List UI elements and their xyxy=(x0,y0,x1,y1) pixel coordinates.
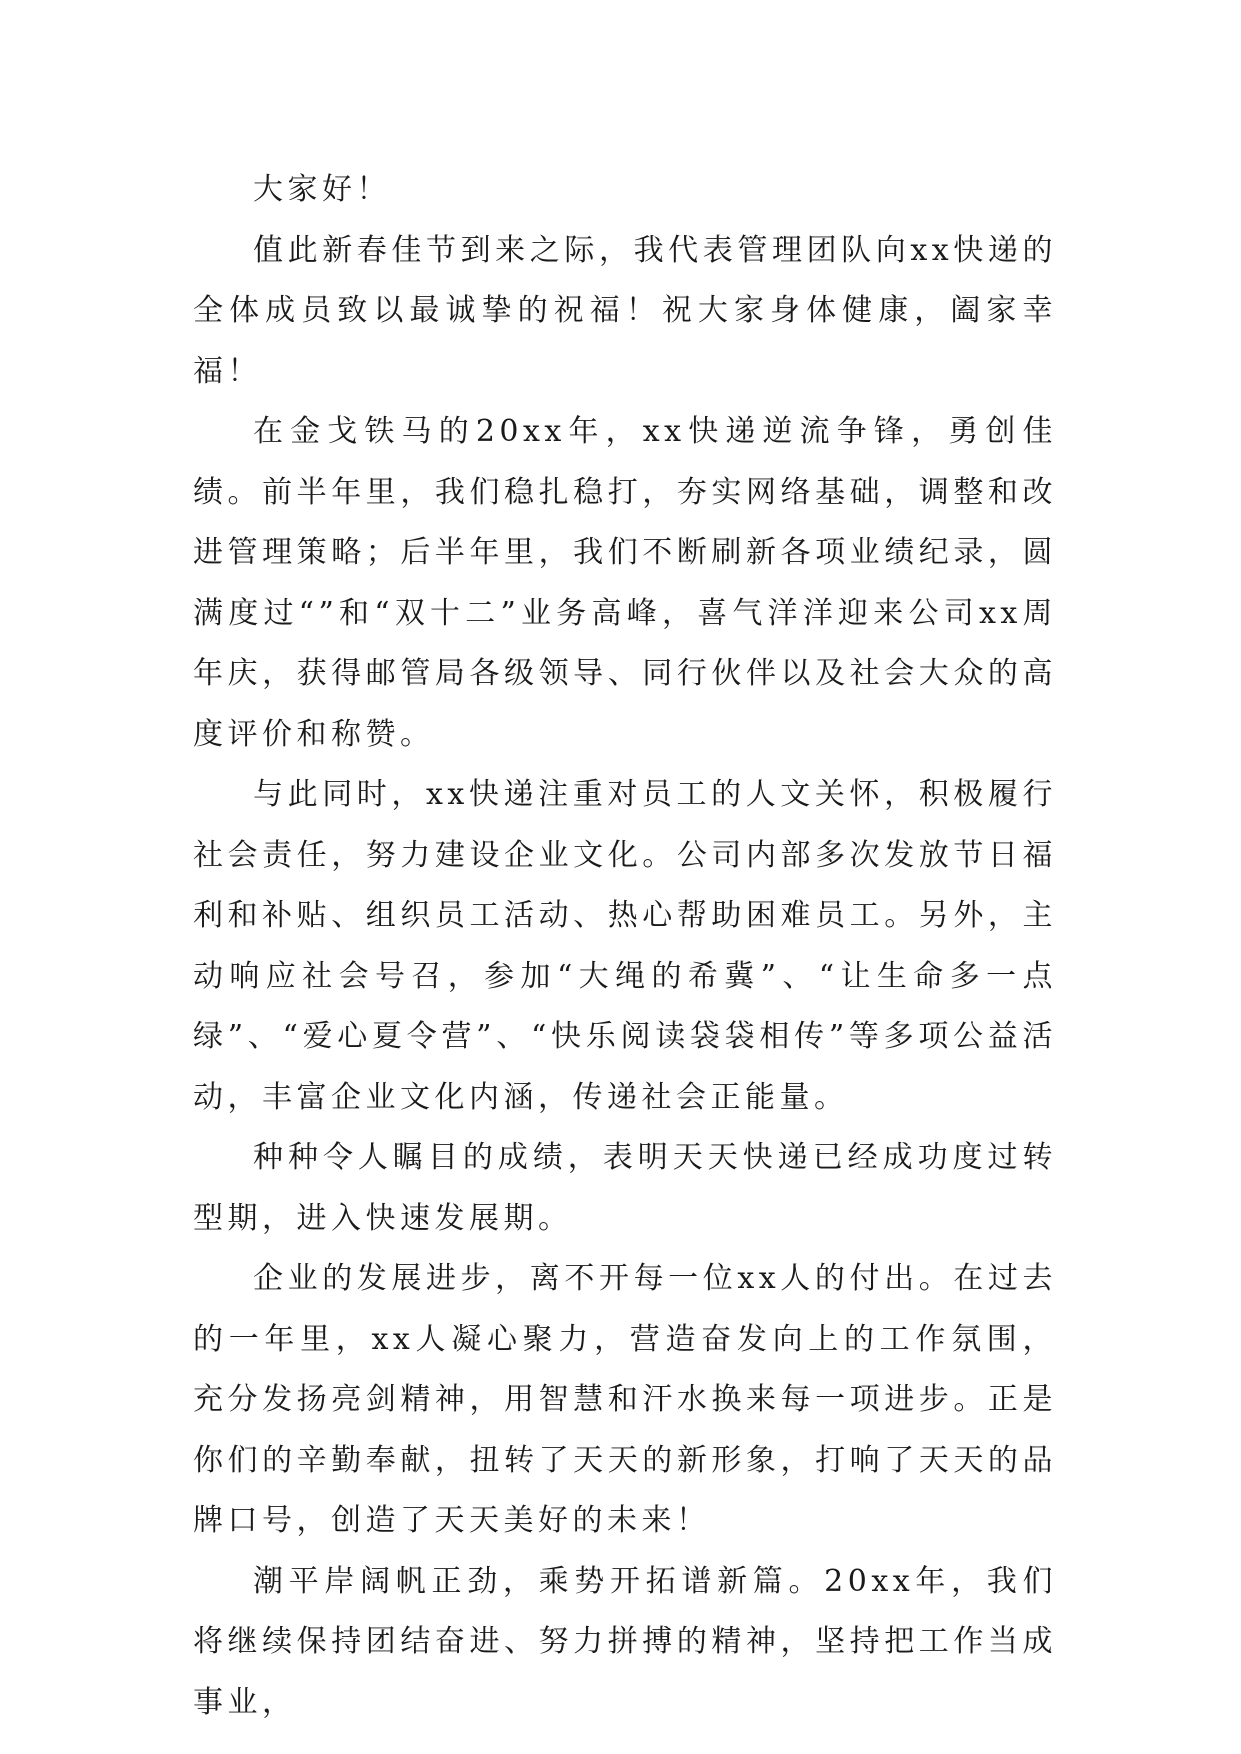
paragraph-outlook: 潮平岸阔帆正劲，乘势开拓谱新篇。20xx年，我们将继续保持团结奋进、努力拼搏的精神，坚持把工作当成事业， xyxy=(193,1563,1057,1720)
letter-body xyxy=(193,160,1057,1733)
paragraph-new-year-wishes: 值此新春佳节到来之际，我代表管理团队向xx快递的全体成员致以最诚挚的祝福！祝大家身体健康，阖家幸福！ xyxy=(193,232,1057,389)
paragraph-employee-contribution: 企业的发展进步，离不开每一位xx人的付出。在过去的一年里，xx人凝心聚力，营造奋发向上的工作氛围，充分发扬亮剑精神，用智慧和汗水换来每一项进步。正是你们的辛勤奉献，扭转了天天的新形象，打响了天天的品牌口号，创造了天天美好的未来！ xyxy=(193,1261,1057,1538)
paragraph-greeting: 大家好！ xyxy=(253,172,391,207)
paragraph-transformation: 种种令人瞩目的成绩，表明天天快递已经成功度过转型期，进入快速发展期。 xyxy=(193,1140,1057,1236)
paragraph-annual-achievements: 在金戈铁马的20xx年，xx快递逆流争锋，勇创佳绩。前半年里，我们稳扎稳打，夯实网络基础，调整和改进管理策略；后半年里，我们不断刷新各项业绩纪录，圆满度过“”和“双十二”业务高峰，喜气洋洋迎来公司xx周年庆，获得邮管局各级领导、同行伙伴以及社会大众的高度评价和称赞。 xyxy=(193,414,1057,752)
paragraph-social-responsibility: 与此同时，xx快递注重对员工的人文关怀，积极履行社会责任，努力建设企业文化。公司内部多次发放节日福利和补贴、组织员工活动、热心帮助困难员工。另外，主动响应社会号召，参加“大绳的希冀”、“让生命多一点绿”、“爱心夏令营”、“快乐阅读袋袋相传”等多项公益活动，丰富企业文化内涵，传递社会正能量。 xyxy=(193,777,1057,1115)
